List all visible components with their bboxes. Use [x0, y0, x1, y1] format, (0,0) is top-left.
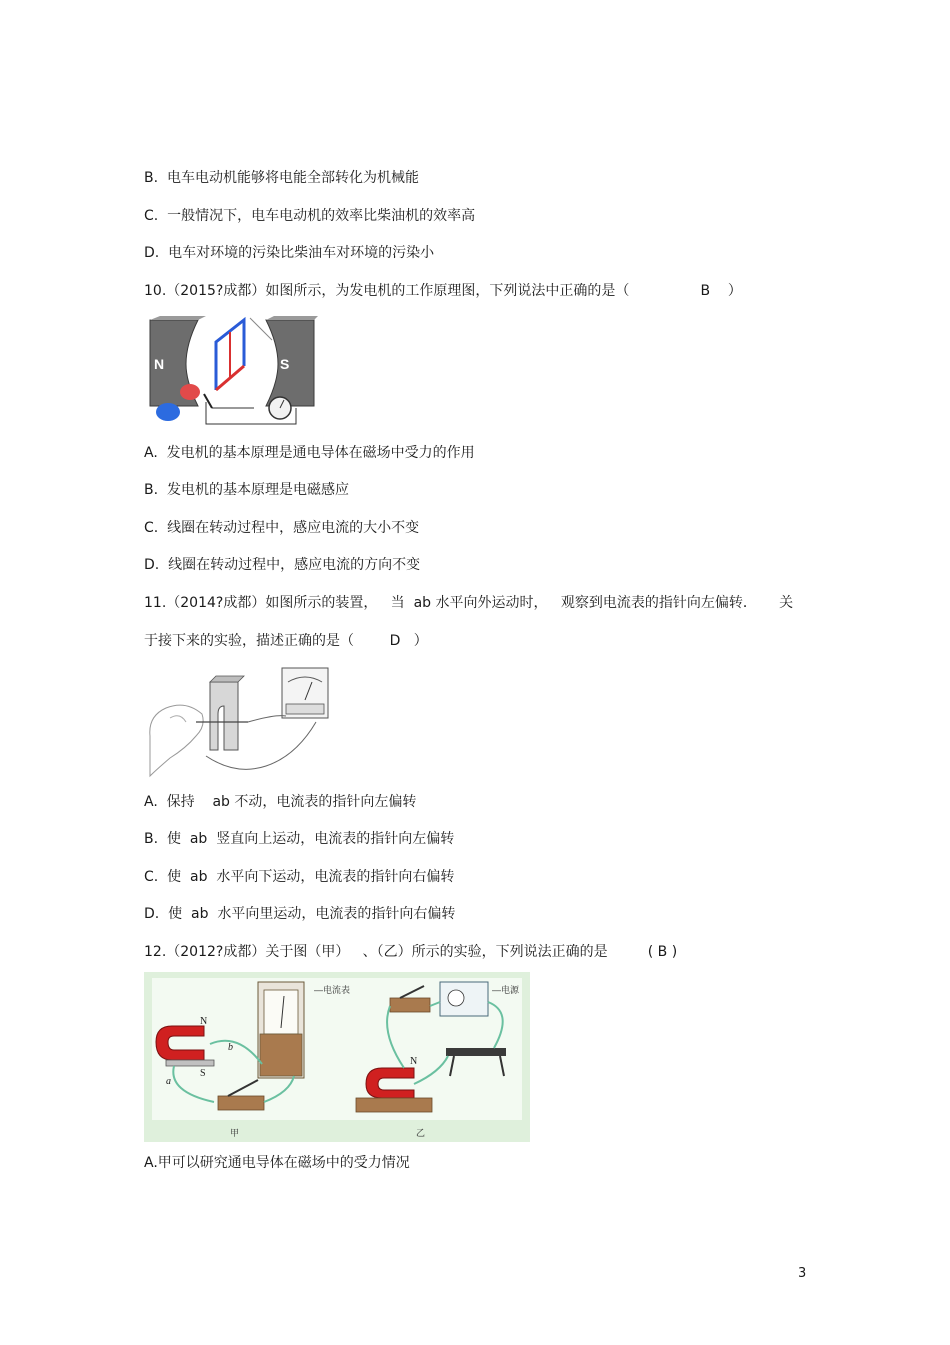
q9-option-d: D. 电车对环境的污染比柴油车对环境的污染小 [144, 245, 435, 261]
q11-option-c: C. 使 ab 水平向下运动，电流表的指针向右偏转 [144, 869, 455, 885]
right-n-pole-label: N [410, 1056, 418, 1067]
q11-option-d: D. 使 ab 水平向里运动，电流表的指针向右偏转 [144, 906, 456, 922]
q11-stem-line2: 于接下来的实验，描述正确的是（ D ） [144, 633, 428, 649]
q10-option-a: A. 发电机的基本原理是通电导体在磁场中受力的作用 [144, 445, 475, 461]
q9-option-c: C. 一般情况下，电车电动机的效率比柴油机的效率高 [144, 208, 476, 224]
q10-stem: 10.（2015?成都）如图所示，为发电机的工作原理图，下列说法中正确的是（ B ） [144, 283, 742, 299]
experiment-comparison-diagram [144, 972, 530, 1142]
q10-option-b: B. 发电机的基本原理是电磁感应 [144, 482, 349, 498]
s-pole-label: S [280, 356, 290, 372]
q9-option-b: B. 电车电动机能够将电能全部转化为机械能 [144, 170, 419, 186]
page-number: 3 [798, 1266, 807, 1281]
conductor-a-label: a [166, 1076, 171, 1087]
induction-apparatus-diagram [146, 666, 332, 780]
q10-option-d: D. 线圈在转动过程中，感应电流的方向不变 [144, 557, 421, 573]
q12-stem: 12.（2012?成都）关于图（甲） 、（乙）所示的实验，下列说法正确的是 ( B ) [144, 944, 678, 960]
generator-diagram [146, 316, 322, 430]
q10-option-c: C. 线圈在转动过程中，感应电流的大小不变 [144, 520, 420, 536]
q11-option-a: A. 保持 ab 不动，电流表的指针向左偏转 [144, 794, 417, 810]
power-source-label: —电源 [492, 985, 520, 995]
left-s-pole-label: S [200, 1068, 206, 1079]
left-n-pole-label: N [200, 1016, 208, 1027]
q11-stem-line1: 11.（2014?成都）如图所示的装置， 当 ab 水平向外运动时， 观察到电流表的指针向左偏转． 关 [144, 595, 794, 611]
ammeter-label: —电流表 [314, 985, 351, 995]
figure-jia-label: 甲 [230, 1128, 240, 1138]
q12-option-a: A.甲可以研究通电导体在磁场中的受力情况 [144, 1155, 410, 1171]
q11-option-b: B. 使 ab 竖直向上运动，电流表的指针向左偏转 [144, 831, 455, 847]
figure-yi-label: 乙 [416, 1128, 426, 1138]
n-pole-label: N [154, 356, 165, 372]
conductor-b-label: b [228, 1042, 233, 1053]
